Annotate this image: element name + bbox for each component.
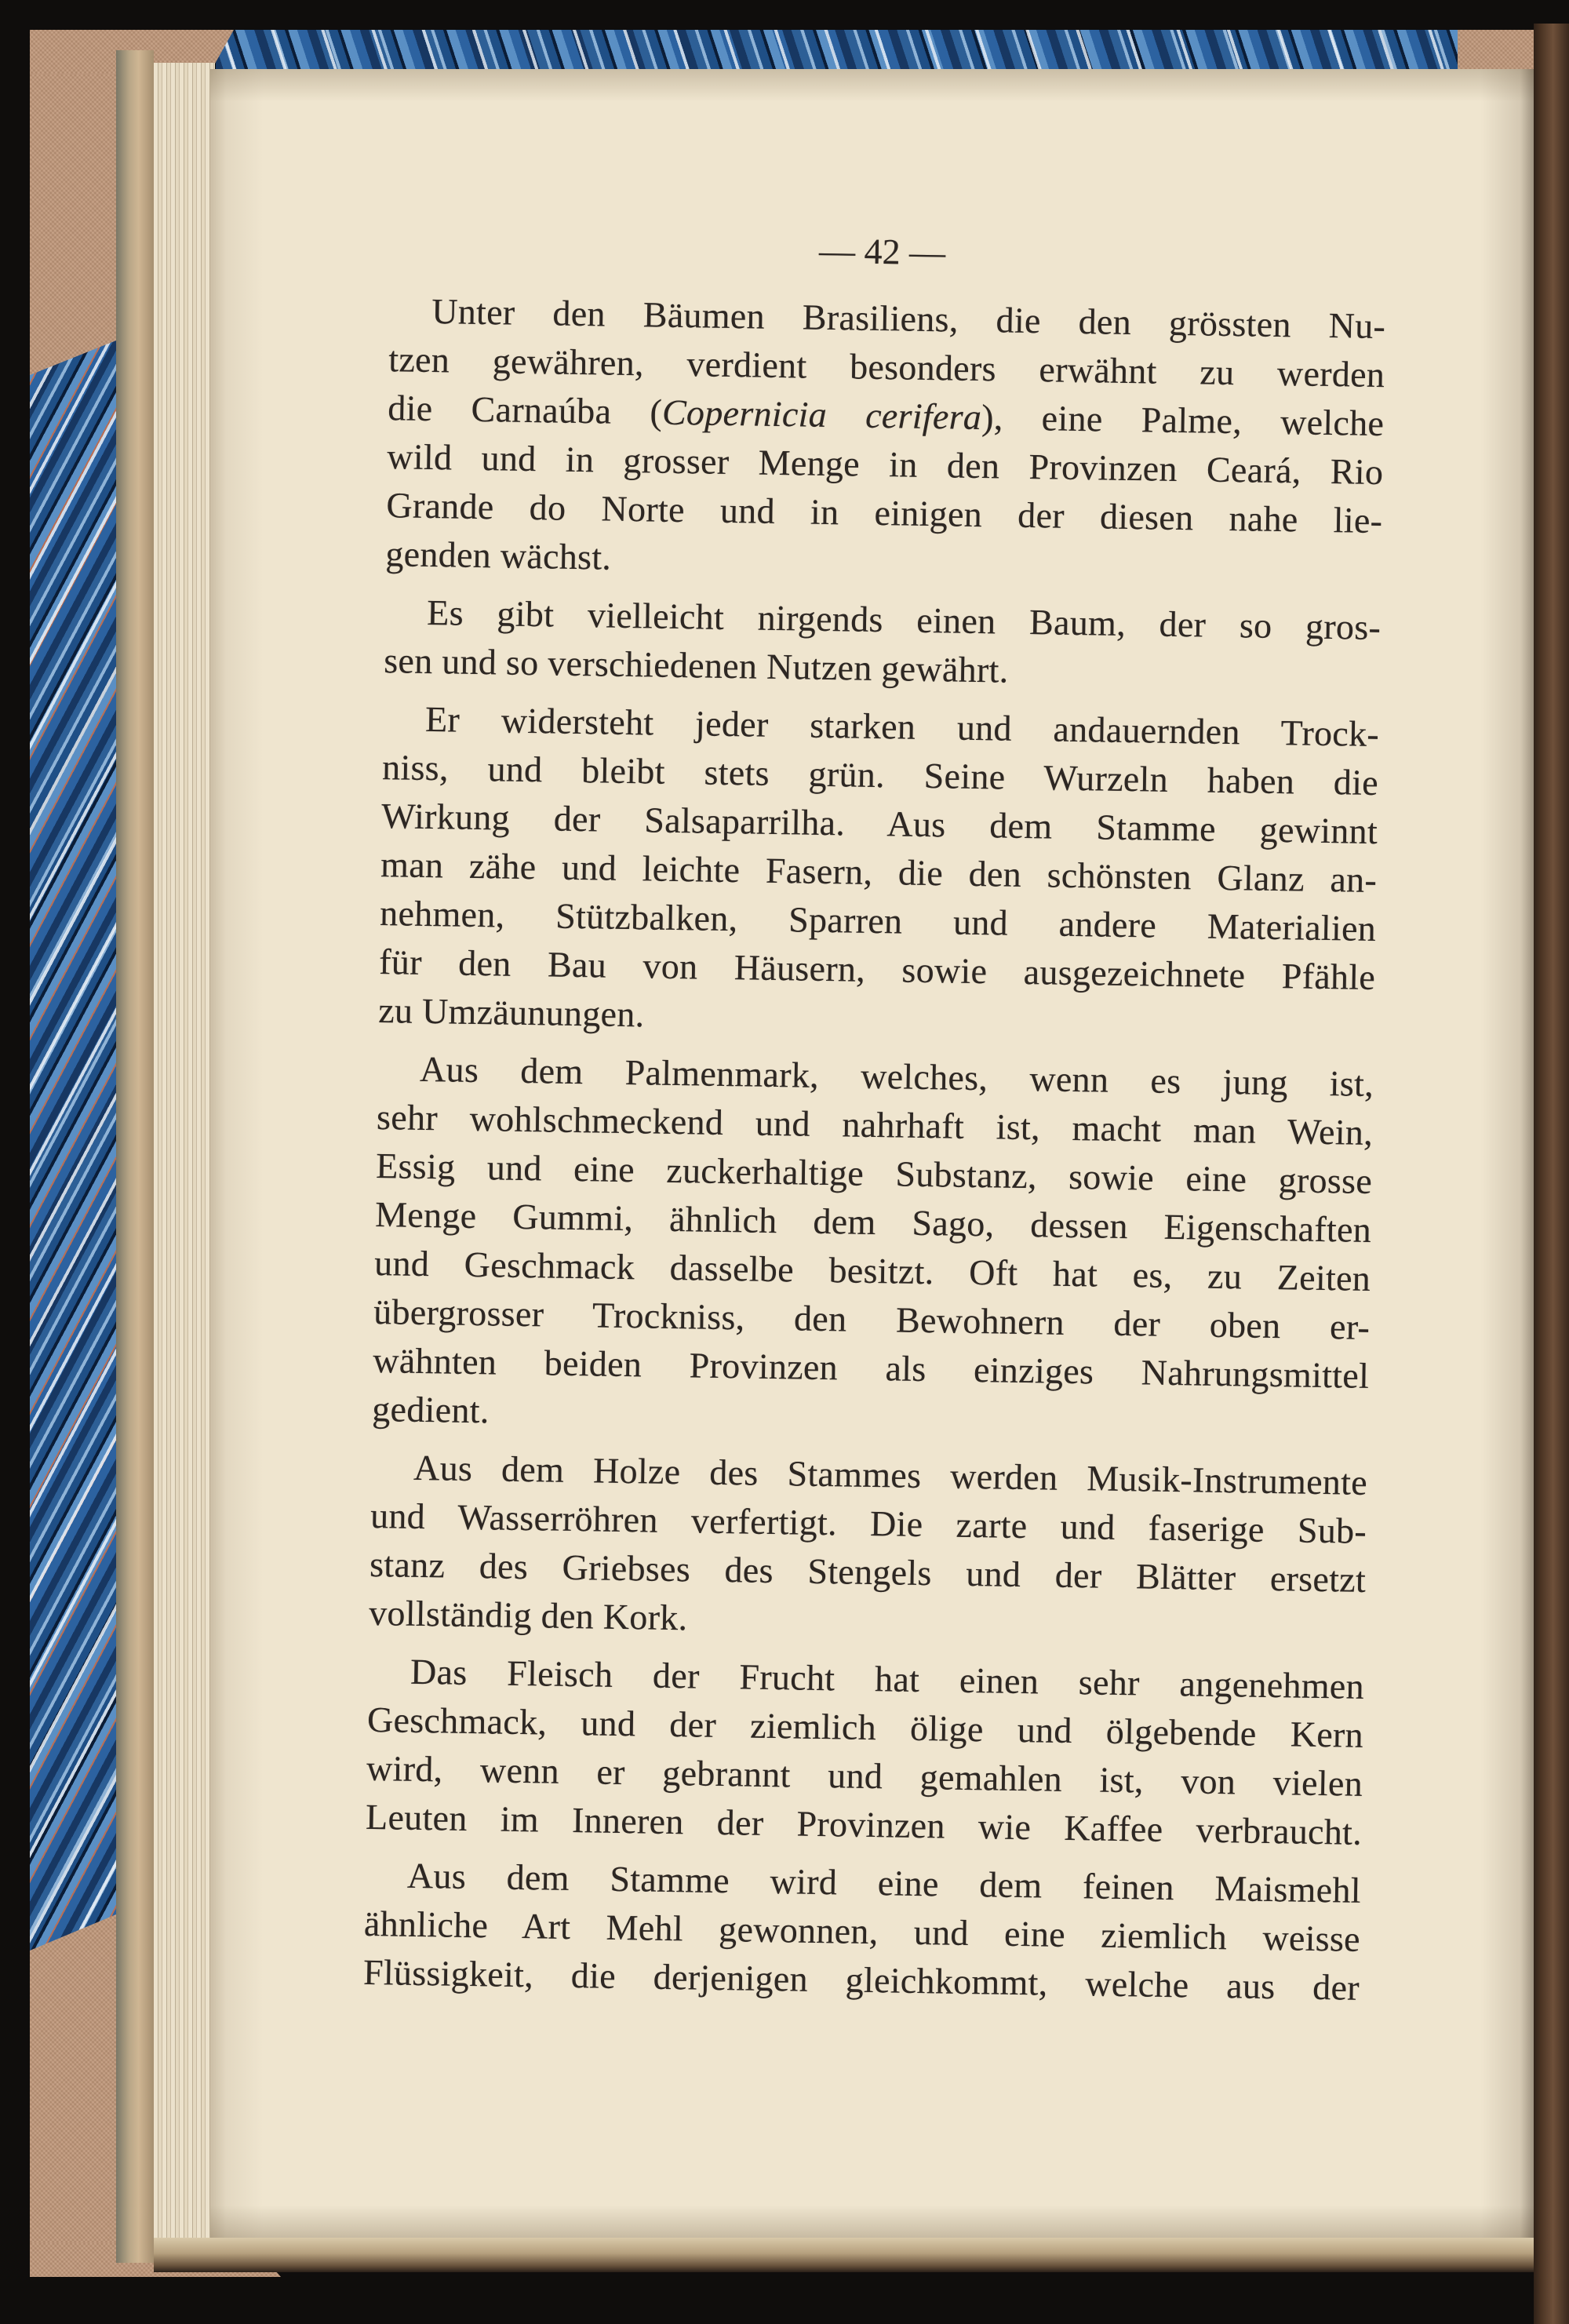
text-line: wähnten beiden Provinzen als einziges Nahrungsmittel: [372, 1339, 1370, 1396]
text-line: wild und in grosser Menge in den Provinzen Ceará, Rio: [387, 436, 1384, 493]
page-number: — 42 —: [818, 230, 946, 273]
text-line: übergrosser Trockniss, den Bewohnern der oben er-: [373, 1291, 1371, 1347]
text-line: gedient.: [371, 1388, 490, 1431]
text-line: niss, und bleibt stets grün. Seine Wurzeln haben die: [381, 747, 1379, 803]
text-line: für den Bau von Häusern, sowie ausgezeichnete Pfähle: [378, 942, 1376, 997]
paragraph: [366, 1647, 1365, 1857]
text-line: vollständig den Kork.: [368, 1592, 688, 1638]
text-line: sen und so verschiedenen Nutzen gewährt.: [383, 640, 1009, 690]
text-line: Essig und eine zuckerhaltige Substanz, sowie eine grosse: [375, 1146, 1373, 1201]
text-line: stanz des Griebses des Stengels und der Blätter ersetzt: [369, 1543, 1367, 1600]
paragraph: [369, 1443, 1368, 1653]
text-line: und Wasserröhren verfertigt. Die zarte und faserige Sub-: [369, 1495, 1367, 1551]
paragraph: [378, 694, 1380, 1051]
text-line: und Geschmack dasselbe besitzt. Oft hat es, zu Zeiten: [373, 1243, 1371, 1299]
text-line: Aus dem Holze des Stammes werden Musik-Instrumente: [413, 1447, 1368, 1503]
text-line: wird, wenn er gebrannt und gemahlen ist, von vielen: [366, 1747, 1363, 1804]
text-line: Flüssigkeit, die derjenigen gleichkommt, welche aus der: [362, 1951, 1360, 2008]
cloth-corner-top-left: [30, 30, 116, 375]
paragraph: [385, 286, 1386, 594]
text-line: ähnliche Art Mehl gewonnen, und eine ziemlich weisse: [363, 1903, 1361, 1959]
text-line: Aus dem Palmenmark, welches, wenn es jung ist,: [419, 1048, 1374, 1104]
text-segment: ), eine Palme, welche: [981, 397, 1385, 444]
page-edges-bottom: [154, 2238, 1534, 2272]
cover-edge-right: [1534, 24, 1569, 2324]
board-edge: [116, 50, 154, 2263]
text-line: sehr wohlschmeckend und nahrhaft ist, macht man Wein,: [376, 1097, 1374, 1153]
text-area: [362, 220, 1387, 2040]
page-edges-left: [154, 63, 215, 2252]
text-line: Leuten im Inneren der Provinzen wie Kaffee verbraucht.: [365, 1796, 1363, 1852]
text-line: Aus dem Stamme wird eine dem feinen Maismehl: [406, 1855, 1362, 1911]
text-line: Das Fleisch der Frucht hat einen sehr angenehmen: [410, 1651, 1365, 1707]
body-text: [363, 286, 1386, 2013]
cloth-corner-bottom-left: [30, 1914, 116, 2275]
text-segment: die Carnaúba (: [387, 388, 663, 432]
text-line: Menge Gummi, ähnlich dem Sago, dessen Eigenschaften: [374, 1194, 1372, 1250]
paragraph: [372, 1044, 1374, 1449]
marbled-cover-top: [216, 30, 1467, 74]
text-line: Wirkung der Salsaparrilha. Aus dem Stamme gewinnt: [380, 796, 1378, 852]
text-line: genden wächst.: [385, 534, 612, 577]
text-line: tzen gewähren, verdient besonders erwähnt zu werden: [388, 339, 1385, 395]
text-line: Geschmack, und der ziemlich ölige und ölgebende Kern: [366, 1699, 1364, 1755]
text-line: Er widersteht jeder starken und andauernden Trock-: [424, 698, 1380, 755]
text-line: Unter den Bäumen Brasiliens, die den grössten Nu-: [431, 291, 1386, 347]
italic-botanical-name: Copernicia cerifera: [661, 392, 982, 438]
paragraph: [384, 588, 1382, 701]
text-line: Es gibt vielleicht nirgends einen Baum, der so gros-: [426, 592, 1382, 648]
text-line: Grande do Norte und in einigen der diesen nahe lie-: [386, 485, 1383, 541]
text-line: man zähe und leichte Fasern, die den schönsten Glanz an-: [380, 844, 1378, 901]
paragraph: [363, 1851, 1362, 2013]
text-line: nehmen, Stützbalken, Sparren und andere Materialien: [379, 893, 1377, 949]
text-line: zu Umzäunungen.: [377, 990, 645, 1035]
